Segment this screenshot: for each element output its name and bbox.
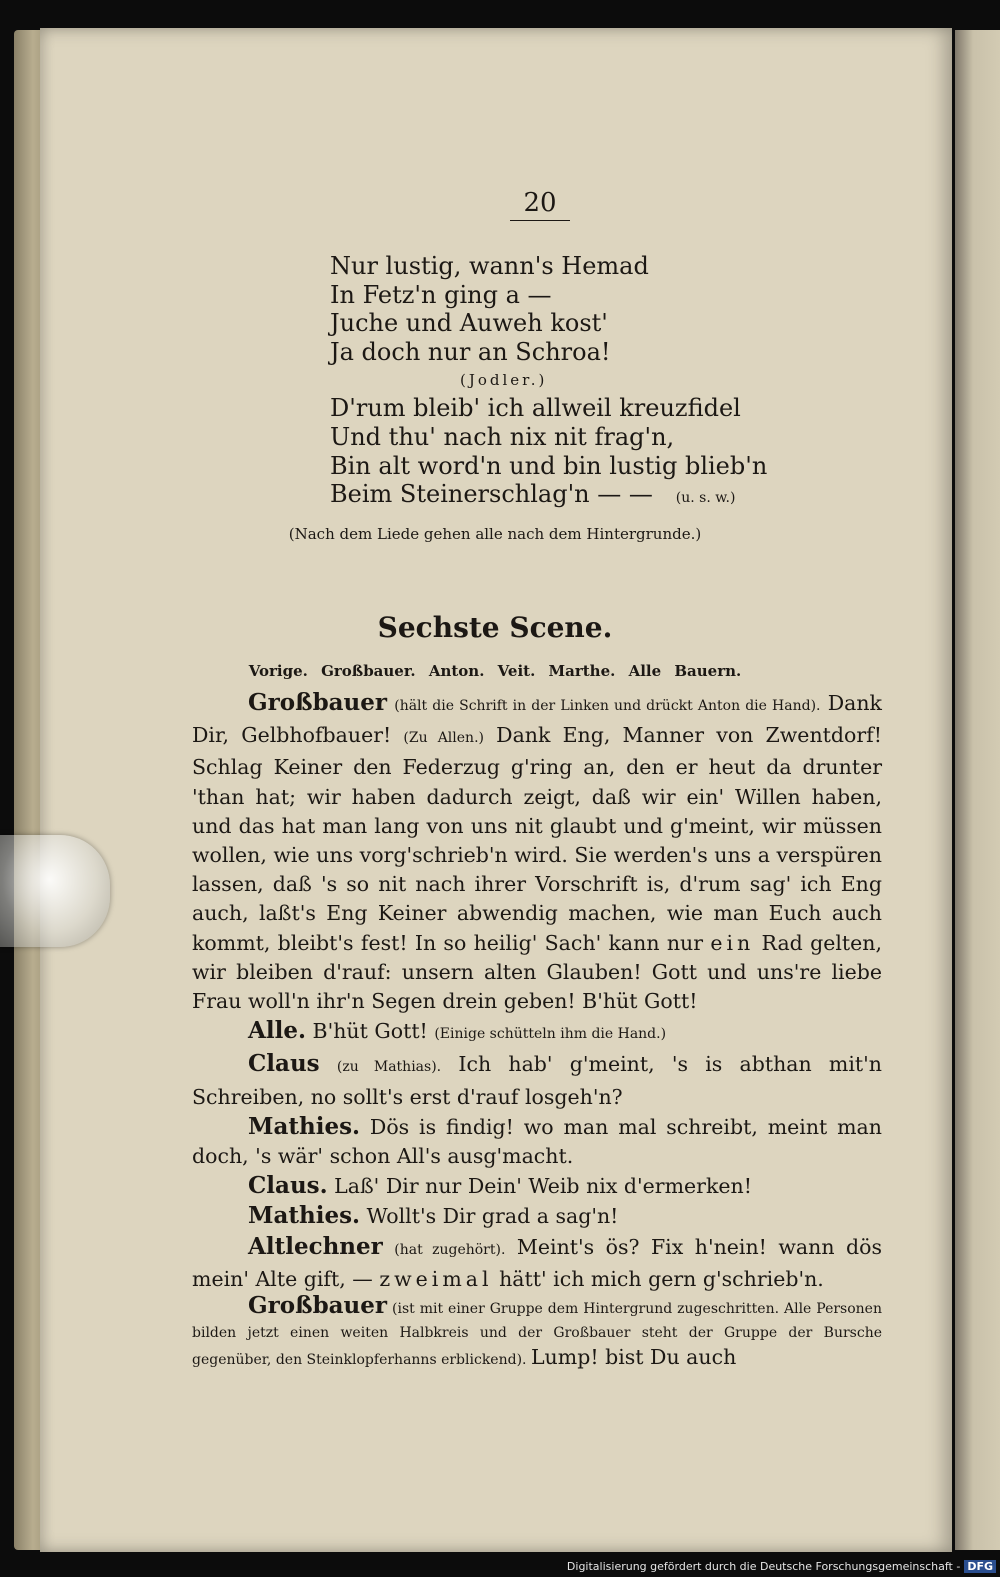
speech-grossbauer-2 <box>192 1294 882 1372</box>
speaker-name: Mathies. <box>248 1112 361 1140</box>
speaker-name: Alle. <box>248 1017 306 1045</box>
speaker-name: Claus <box>248 1050 320 1078</box>
speech-text: Dös is findig! wo man mal schreibt, meint man doch, 's wär' schon All's ausg'macht. <box>192 1114 882 1169</box>
verse-stage-direction: (Jodler.) <box>460 371 548 390</box>
digitization-footer <box>567 1560 996 1573</box>
speech-claus <box>192 1049 882 1111</box>
stage-direction: (ist mit einer Gruppe dem Hintergrund zugeschritten. Alle Personen bilden jetzt einen weiten Halbkreis und der Großbauer steht der Gruppe der Bursche gegenüber, den Steinklopferhanns erblickend). <box>192 1301 882 1369</box>
verse-line: D'rum bleib' ich allweil kreuzfidel <box>330 394 741 423</box>
emphasized-word: zweimal <box>379 1266 493 1291</box>
speech-text: Rad gelten, wir bleiben d'rauf: unsern alten Glauben! Gott und uns're liebe Frau woll'n ihr'n Segen drein geben! B'hüt Gott! <box>192 930 882 1014</box>
speaker-name: Großbauer <box>248 1292 388 1320</box>
stage-direction-after-song: (Nach dem Liede gehen alle nach dem Hintergrunde.) <box>288 525 702 543</box>
persons-list: Vorige. Großbauer. Anton. Veit. Marthe. Alle Bauern. <box>248 662 742 680</box>
speech-text: hätt' ich mich gern g'schrieb'n. <box>499 1266 824 1291</box>
verse-etc-note: (u. s. w.) <box>675 490 736 507</box>
speech-text: B'hüt Gott! <box>312 1019 428 1044</box>
dialog-block <box>192 688 882 1372</box>
song-verse <box>330 252 890 513</box>
footer-text: Digitalisierung gefördert durch die Deutsche Forschungsgemeinschaft - <box>566 1560 961 1573</box>
verse-line: In Fetz'n ging a — <box>330 280 552 309</box>
speech-text: Wollt's Dir grad a sag'n! <box>366 1204 619 1229</box>
verse-line <box>330 480 890 513</box>
scene-title: Sechste Scene. <box>377 611 613 644</box>
speech-text: Lump! bist Du auch <box>530 1345 737 1370</box>
speech-text: Dank Eng, Manner von Zwentdorf! Schlag Keiner den Federzug g'ring an, den er heut da drunter 'than hat; wir haben dadurch zeigt, daß wir ein' Willen haben, und das hat man lang von uns nit glaubt und g'meint, wir müssen wollen, wie uns vorg'schrieb'n wird. Sie werden's uns a verspüren lassen, daß 's so nit nach ihrer Vorschrift is, d'rum sag' ich Eng auch, laßt's Eng Keiner abwendig machen, wie man Euch auch kommt, bleibt's fest! In so heilig' Sach' kann nur <box>192 723 882 955</box>
verse-line: Ja doch nur an Schroa! <box>330 337 611 366</box>
verse-last-line: Beim Steinerschlag'n — — <box>330 480 653 509</box>
stage-direction: (Zu Allen.) <box>403 730 484 747</box>
speech-text: Ich hab' g'meint, 's is abthan mit'n Schreiben, no sollt's erst d'rauf losgeh'n? <box>192 1052 882 1109</box>
speaker-name: Altlechner <box>248 1232 383 1260</box>
page-clip <box>0 835 110 947</box>
speaker-name: Mathies. <box>248 1202 361 1230</box>
verse-line: Und thu' nach nix nit frag'n, <box>330 422 675 451</box>
speech-grossbauer <box>192 688 882 1016</box>
speech-text: Dank Dir, Gelbhofbauer! <box>192 691 882 748</box>
speech-text: Meint's ös? Fix h'nein! wann dös mein' Alte gift, — <box>192 1234 882 1291</box>
speaker-name: Großbauer <box>248 689 388 716</box>
speaker-name: Claus. <box>248 1172 328 1200</box>
book-page <box>40 28 952 1552</box>
page-content <box>40 28 952 1552</box>
speech-text: Laß' Dir nur Dein' Weib nix d'ermerken! <box>334 1174 752 1199</box>
verse-line: Nur lustig, wann's Hemad <box>330 252 649 280</box>
dfg-logo: DFG <box>964 1560 996 1573</box>
stage-direction: (hat zugehört). <box>394 1241 506 1258</box>
speech-mathies-2 <box>192 1201 882 1231</box>
stage-direction: (zu Mathias). <box>336 1059 442 1076</box>
speech-claus-2 <box>192 1171 882 1201</box>
speech-altlechner <box>192 1232 882 1294</box>
stage-direction: (Einige schütteln ihm die Hand.) <box>434 1026 667 1043</box>
next-page-edge <box>955 30 1000 1550</box>
verse-line: Bin alt word'n und bin lustig blieb'n <box>330 451 768 480</box>
page-number: 20 <box>510 188 570 221</box>
emphasized-word: ein <box>710 930 755 955</box>
verse-line: Juche und Auweh kost' <box>330 309 608 338</box>
stage-direction: (hält die Schrift in der Linken und drückt Anton die Hand). <box>394 698 821 714</box>
speech-mathies <box>192 1112 882 1171</box>
speech-alle <box>192 1016 882 1049</box>
